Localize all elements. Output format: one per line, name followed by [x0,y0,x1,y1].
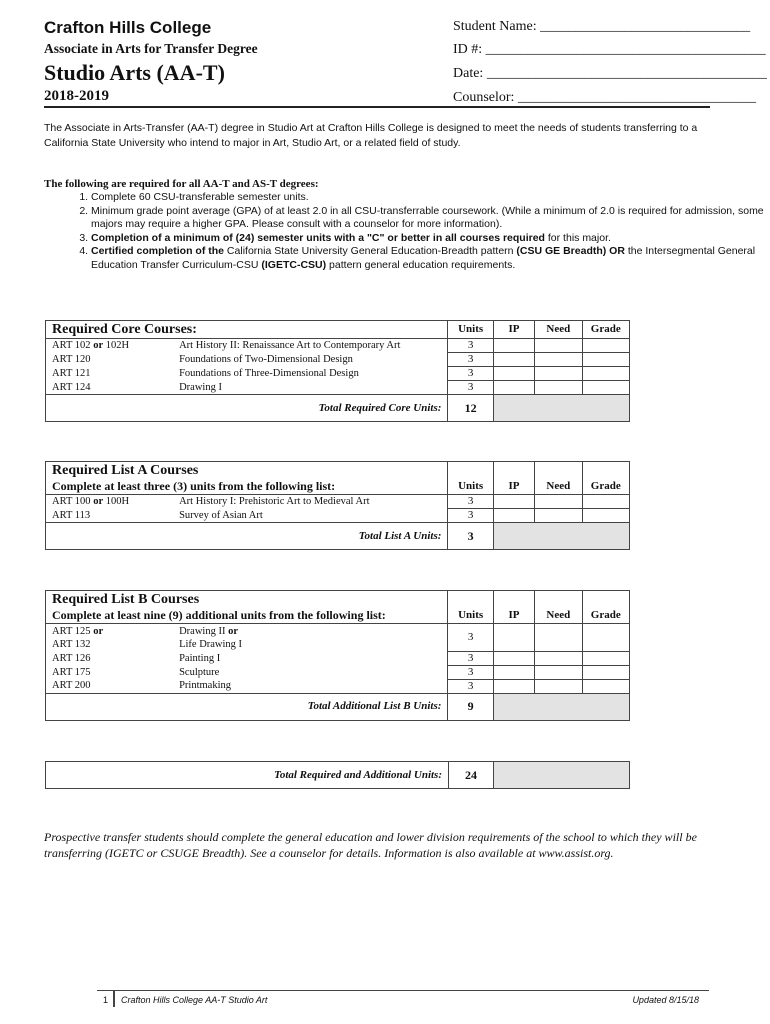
course-code: ART 121 [46,367,174,381]
requirement-item: 4. Certified completion of the California State University General Education-Breadth pattern (CSU GE Breadth) OR the Intersegmental General Education Transfer Curriculum-CSU (IGETC-CSU) pattern general education requirements. [91,245,770,272]
table-row [46,353,630,367]
ip-cell[interactable] [493,679,534,693]
grade-cell[interactable] [582,353,629,367]
col-units: Units [448,321,493,339]
course-title: Art History I: Prehistoric Art to Medieval Art [173,495,448,509]
course-units: 3 [448,495,493,509]
course-units: 3 [448,651,493,665]
course-title: Printmaking [173,679,448,693]
list-b-total-label: Total Additional List B Units: [46,693,448,720]
table-row [46,495,630,509]
list-b-title: Required List B Courses [46,591,448,608]
course-units: 3 [448,367,493,381]
list-b-table [45,590,630,721]
course-code: ART 125 or ART 132 [46,624,174,652]
course-code: ART 124 [46,381,174,395]
table-row [46,339,630,353]
requirement-item: 2. Minimum grade point average (GPA) of at least 2.0 in all CSU-transferrable coursework. (While a minimum of 2.0 is required for admission, some majors may require a higher GPA. Please consult with a counselor for more information). [91,205,770,232]
need-cell[interactable] [535,665,582,679]
need-cell[interactable] [535,624,582,652]
need-cell[interactable] [535,495,582,509]
page-number: 1 [103,995,109,1005]
core-title: Required Core Courses: [46,321,448,339]
ip-cell[interactable] [493,665,534,679]
course-code: ART 126 [46,651,174,665]
grade-cell[interactable] [582,679,629,693]
course-code: ART 120 [46,353,174,367]
updated-date: Updated 8/15/18 [632,995,699,1005]
course-title: Painting I [173,651,448,665]
footer-title: Crafton Hills College AA-T Studio Art [121,995,268,1005]
student-id-field[interactable]: ID #: ________________________________________ [453,42,766,57]
course-code: ART 175 [46,665,174,679]
ip-cell[interactable] [493,624,534,652]
grade-cell[interactable] [582,495,629,509]
ip-cell[interactable] [493,651,534,665]
shaded-cell [493,523,629,550]
course-title: Foundations of Three-Dimensional Design [173,367,448,381]
course-title: Foundations of Two-Dimensional Design [173,353,448,367]
core-total-units: 12 [448,395,493,422]
col-units: Units [448,607,493,624]
ip-cell[interactable] [493,509,534,523]
table-row [46,679,630,693]
footer-divider [113,991,115,1007]
student-name-field[interactable]: Student Name: ______________________________ [453,19,751,34]
course-units: 3 [448,679,493,693]
col-grade: Grade [582,321,629,339]
ip-cell[interactable] [493,353,534,367]
need-cell[interactable] [535,339,582,353]
grade-cell[interactable] [582,509,629,523]
college-name: Crafton Hills College [44,18,212,37]
need-cell[interactable] [535,381,582,395]
course-units: 3 [448,624,493,652]
header-divider [44,106,710,108]
table-row [46,651,630,665]
grade-cell[interactable] [582,665,629,679]
course-title: Survey of Asian Art [173,509,448,523]
list-a-table [45,461,630,550]
col-units: Units [448,478,493,495]
shaded-cell [494,762,630,789]
requirement-item: 1. Complete 60 CSU-transferable semester units. [91,191,770,205]
course-title: Sculpture [173,665,448,679]
requirements-title: The following are required for all AA-T and AS-T degrees: [44,178,319,190]
col-grade: Grade [582,607,629,624]
shaded-cell [493,395,629,422]
course-code: ART 100 or 100H [46,495,174,509]
grade-cell[interactable] [582,651,629,665]
grand-total-units: 24 [449,762,494,789]
table-row [46,381,630,395]
course-units: 3 [448,665,493,679]
grade-cell[interactable] [582,367,629,381]
list-a-total-label: Total List A Units: [46,523,448,550]
course-units: 3 [448,381,493,395]
page-footer [97,990,709,1007]
requirements-list [44,191,770,272]
course-units: 3 [448,353,493,367]
requirement-item: 3. Completion of a minimum of (24) semester units with a "C" or better in all courses required for this major. [91,232,770,246]
course-title: Drawing I [173,381,448,395]
col-need: Need [535,607,582,624]
course-title: Drawing II or Life Drawing I [173,624,448,652]
intro-paragraph: The Associate in Arts-Transfer (AA-T) degree in Studio Art at Crafton Hills College is designed to meet the needs of students transferring to a California State University who intend to major in Art, Studio Art, or a related field of study. [44,122,698,149]
col-need: Need [535,478,582,495]
col-ip: IP [493,478,534,495]
need-cell[interactable] [535,679,582,693]
table-row [46,624,630,652]
course-code: ART 200 [46,679,174,693]
need-cell[interactable] [535,509,582,523]
counselor-field[interactable]: Counselor: __________________________________ [453,90,756,105]
need-cell[interactable] [535,651,582,665]
course-units: 3 [448,339,493,353]
ip-cell[interactable] [493,339,534,353]
ip-cell[interactable] [493,367,534,381]
col-ip: IP [493,607,534,624]
grade-cell[interactable] [582,381,629,395]
table-row [46,367,630,381]
course-code: ART 113 [46,509,174,523]
program-title: Studio Arts (AA-T) [44,60,225,85]
ip-cell[interactable] [493,495,534,509]
course-code: ART 102 or 102H [46,339,174,353]
list-b-subtitle: Complete at least nine (9) additional units from the following list: [46,607,448,624]
course-units: 3 [448,509,493,523]
grade-cell[interactable] [582,339,629,353]
degree-type: Associate in Arts for Transfer Degree [44,41,258,56]
grand-total-table [45,761,630,789]
col-grade: Grade [582,478,629,495]
core-total-label: Total Required Core Units: [46,395,448,422]
grand-total-label: Total Required and Additional Units: [46,762,449,789]
list-a-subtitle: Complete at least three (3) units from the following list: [46,478,448,495]
col-ip: IP [493,321,534,339]
core-courses-table [45,320,630,422]
shaded-cell [493,693,629,720]
list-b-total-units: 9 [448,693,493,720]
ip-cell[interactable] [493,381,534,395]
list-a-total-units: 3 [448,523,493,550]
transfer-note: Prospective transfer students should complete the general education and lower division requirements of the school to which they will be transferring (IGETC or CSUGE Breadth). See a counselor for details. Information is also available at www.assist.org. [44,830,697,860]
catalog-year: 2018-2019 [44,88,109,104]
need-cell[interactable] [535,367,582,381]
need-cell[interactable] [535,353,582,367]
course-title: Art History II: Renaissance Art to Contemporary Art [173,339,448,353]
list-a-title: Required List A Courses [46,462,448,479]
col-need: Need [535,321,582,339]
table-row [46,509,630,523]
grade-cell[interactable] [582,624,629,652]
date-field[interactable]: Date: ________________________________________ [453,66,767,81]
table-row [46,665,630,679]
